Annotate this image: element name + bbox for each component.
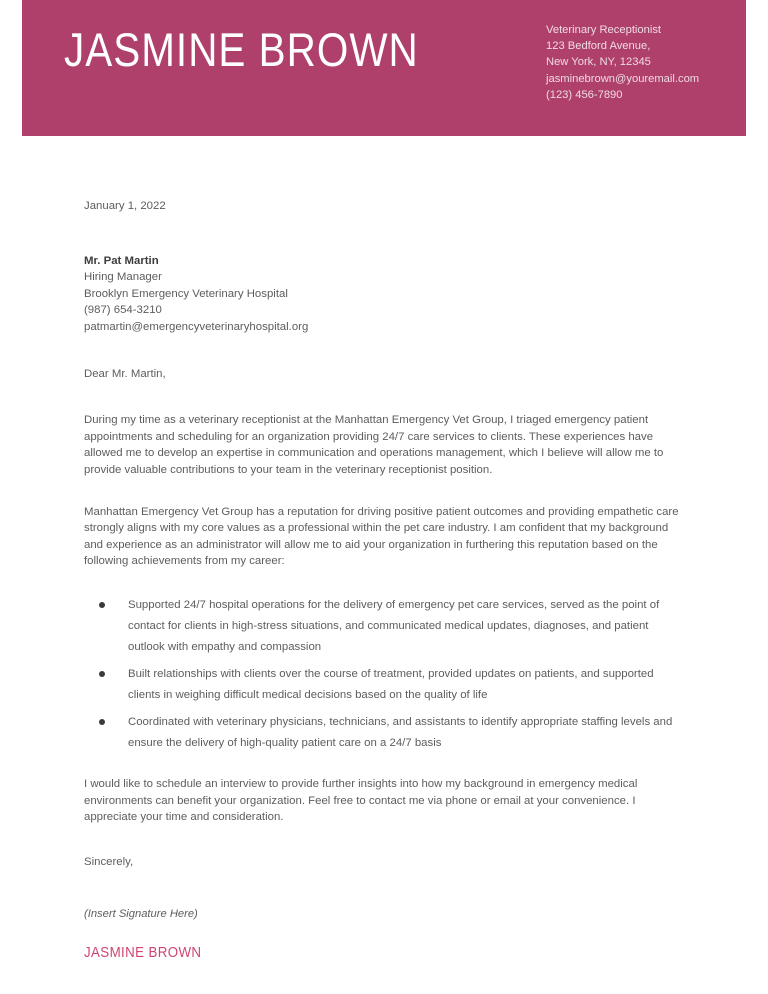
signature-placeholder: (Insert Signature Here)	[84, 908, 198, 921]
contact-job-title: Veterinary Receptionist	[546, 24, 662, 36]
header-band	[22, 0, 746, 136]
paragraph-2: Manhattan Emergency Vet Group has a reputation for driving positive patient outcomes and providing empathetic care strongly aligns with my core values as a professional within the pet care industry. I am confident that my background and experience as an administrator will allow me to aid your organization in furthering this reputation based on the following achievements from my career:	[84, 505, 679, 568]
closing-paragraph: I would like to schedule an interview to provide further insights into how my background in emergency medical environments can benefit your organization. Feel free to contact me via phone or email at your convenience. I appreciate your time and consideration.	[84, 777, 638, 824]
recipient-email: patmartin@emergencyveterinaryhospital.org	[84, 320, 309, 333]
salutation: Dear Mr. Martin,	[84, 367, 166, 380]
recipient-block	[84, 253, 684, 336]
letter-date: January 1, 2022	[84, 200, 166, 212]
achievements-list	[84, 595, 684, 754]
contact-city-state: New York, NY, 12345	[546, 56, 651, 69]
achievement-text: Coordinated with veterinary physicians, technicians, and assistants to identify appropriate staffing levels and ensure the delivery of high-quality patient care on a 24/7 basis	[128, 715, 673, 749]
signature-name: JASMINE BROWN	[84, 944, 202, 961]
contact-email: jasminebrown@youremail.com	[546, 72, 700, 85]
achievement-text: Supported 24/7 hospital operations for the delivery of emergency pet care services, served as the point of contact for clients in high-stress situations, and communicated medical updates, diagnoses, and patient outlook with empathy and compassion	[128, 598, 660, 653]
paragraph-1: During my time as a veterinary receptionist at the Manhattan Emergency Vet Group, I triaged emergency patient appointments and scheduling for an organization providing 24/7 care services to clients. These experiences have allowed me to develop an expertise in communication and operations management, which I believe will allow me to provide valuable contributions to your team in the veterinary receptionist position.	[84, 414, 664, 476]
bullet-icon	[99, 719, 105, 725]
contact-phone: (123) 456-7890	[546, 88, 623, 101]
contact-street: 123 Bedford Avenue,	[546, 40, 651, 53]
contact-block	[546, 22, 756, 103]
list-item	[84, 595, 684, 658]
recipient-name: Mr. Pat Martin	[84, 254, 159, 267]
achievement-text: Built relationships with clients over the course of treatment, provided updates on patients, and supported clients in weighing difficult medical decisions based on the quality of life	[128, 667, 654, 701]
sign-off: Sincerely,	[84, 855, 134, 868]
list-item	[84, 664, 684, 706]
recipient-phone: (987) 654-3210	[84, 304, 162, 317]
bullet-icon	[99, 602, 105, 608]
candidate-name: JASMINE BROWN	[64, 23, 419, 76]
recipient-title: Hiring Manager	[84, 271, 162, 284]
bullet-icon	[99, 671, 105, 677]
list-item	[84, 712, 684, 754]
letter-body	[84, 198, 684, 961]
recipient-company: Brooklyn Emergency Veterinary Hospital	[84, 287, 288, 300]
